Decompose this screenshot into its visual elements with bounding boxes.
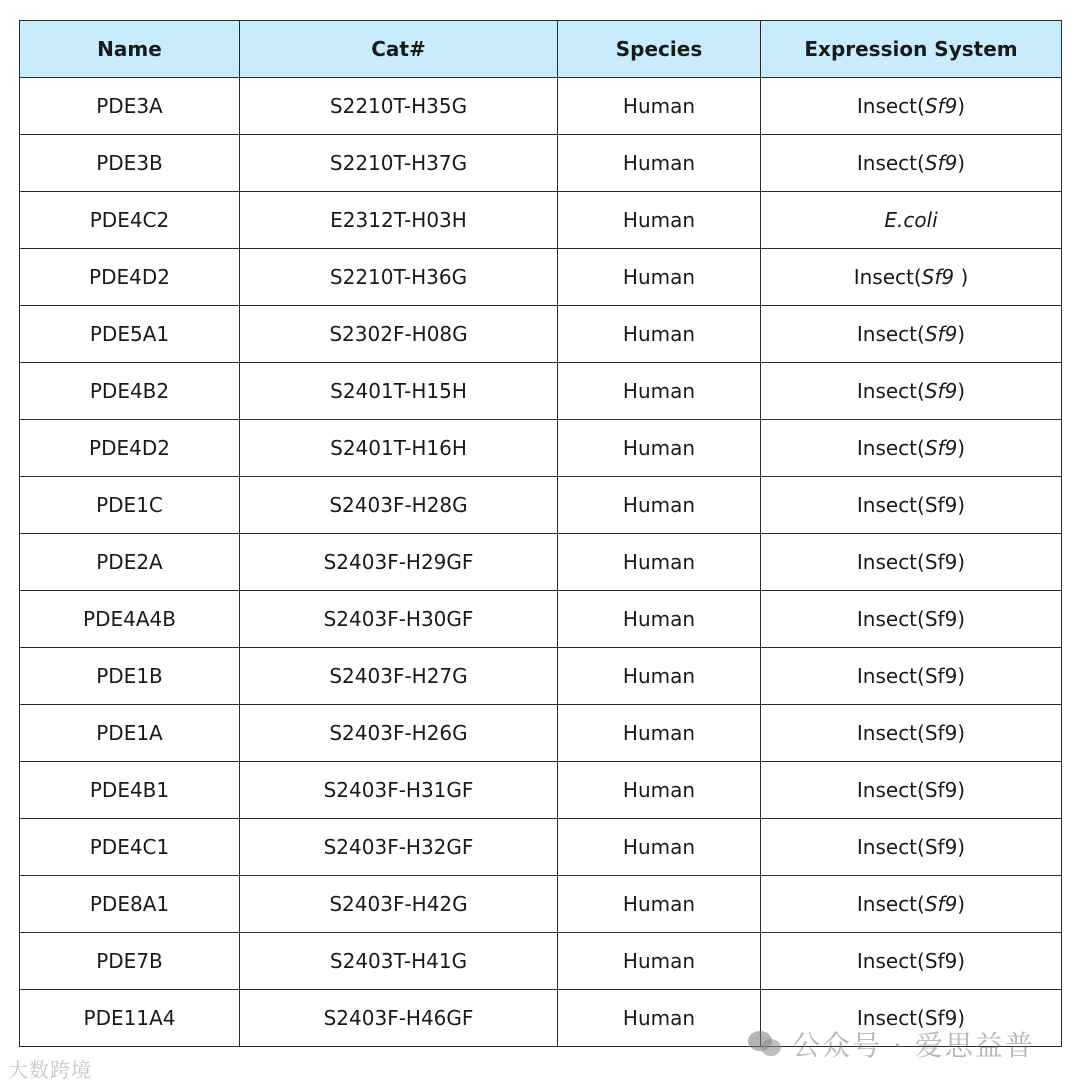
header-name: Name — [20, 21, 240, 78]
cell-species: Human — [558, 876, 761, 933]
cell-expression-system — [761, 819, 1062, 876]
cell-species: Human — [558, 819, 761, 876]
expr-italic: Sf9 — [924, 379, 958, 403]
expr-italic: Sf9 — [924, 322, 958, 346]
cell-cat: S2210T-H35G — [240, 78, 558, 135]
expr-prefix: Insect(Sf9) — [856, 778, 966, 802]
cell-cat: S2403F-H27G — [240, 648, 558, 705]
cell-cat: S2403F-H26G — [240, 705, 558, 762]
cell-name: PDE4D2 — [20, 420, 240, 477]
expr-prefix: Insect( — [856, 892, 925, 916]
expr-italic: Sf9 — [924, 436, 958, 460]
cell-species: Human — [558, 534, 761, 591]
wechat-icon — [748, 1029, 784, 1059]
expr-prefix: Insect( — [856, 322, 925, 346]
cell-species: Human — [558, 705, 761, 762]
cell-expression-system — [761, 306, 1062, 363]
cell-expression-system — [761, 705, 1062, 762]
cell-expression-system — [761, 876, 1062, 933]
table-row — [20, 876, 1062, 933]
cell-species: Human — [558, 990, 761, 1047]
expr-prefix: Insect(Sf9) — [856, 493, 966, 517]
expr-prefix: Insect(Sf9) — [856, 550, 966, 574]
cell-expression-system — [761, 591, 1062, 648]
cell-name: PDE4B1 — [20, 762, 240, 819]
expr-prefix: Insect(Sf9) — [856, 1006, 966, 1030]
cell-name: PDE4A4B — [20, 591, 240, 648]
expr-italic: E.coli — [884, 208, 938, 232]
cell-name: PDE1C — [20, 477, 240, 534]
cell-name: PDE3A — [20, 78, 240, 135]
cell-expression-system — [761, 363, 1062, 420]
cell-expression-system — [761, 648, 1062, 705]
cell-expression-system — [761, 762, 1062, 819]
expr-prefix: Insect( — [853, 265, 922, 289]
cell-cat: S2210T-H37G — [240, 135, 558, 192]
cell-name: PDE1B — [20, 648, 240, 705]
table-row — [20, 477, 1062, 534]
expr-prefix: Insect( — [856, 151, 925, 175]
expr-prefix: Insect( — [856, 379, 925, 403]
expr-suffix: ) — [957, 892, 966, 916]
table-row — [20, 819, 1062, 876]
table-row — [20, 420, 1062, 477]
expr-prefix: Insect(Sf9) — [856, 835, 966, 859]
cell-name: PDE3B — [20, 135, 240, 192]
cell-cat: S2403F-H30GF — [240, 591, 558, 648]
cell-name: PDE4D2 — [20, 249, 240, 306]
cell-cat: S2401T-H16H — [240, 420, 558, 477]
cell-name: PDE2A — [20, 534, 240, 591]
cell-name: PDE8A1 — [20, 876, 240, 933]
expr-suffix: ) — [957, 436, 966, 460]
expr-italic: Sf9 — [924, 151, 958, 175]
table-row — [20, 249, 1062, 306]
cell-expression-system — [761, 192, 1062, 249]
expr-prefix: Insect( — [856, 94, 925, 118]
expr-suffix: ) — [957, 379, 966, 403]
table-row — [20, 363, 1062, 420]
cell-species: Human — [558, 477, 761, 534]
cell-cat: E2312T-H03H — [240, 192, 558, 249]
cell-name: PDE5A1 — [20, 306, 240, 363]
cell-expression-system — [761, 477, 1062, 534]
table-row — [20, 534, 1062, 591]
expr-suffix: ) — [954, 265, 969, 289]
table-row — [20, 78, 1062, 135]
cell-name: PDE4B2 — [20, 363, 240, 420]
cell-name: PDE4C2 — [20, 192, 240, 249]
table-row — [20, 648, 1062, 705]
table-body — [20, 78, 1062, 1047]
cell-cat: S2403F-H32GF — [240, 819, 558, 876]
product-table — [19, 20, 1062, 1047]
cell-species: Human — [558, 648, 761, 705]
header-expression-system: Expression System — [761, 21, 1062, 78]
table-row — [20, 705, 1062, 762]
header-species: Species — [558, 21, 761, 78]
table-row — [20, 306, 1062, 363]
table-row — [20, 192, 1062, 249]
cell-expression-system — [761, 420, 1062, 477]
watermark-left: 大数跨境 — [8, 1058, 92, 1082]
cell-name: PDE1A — [20, 705, 240, 762]
expr-suffix: ) — [957, 151, 966, 175]
expr-suffix: ) — [957, 94, 966, 118]
cell-cat: S2403F-H28G — [240, 477, 558, 534]
watermark-right — [748, 1024, 1035, 1064]
cell-species: Human — [558, 192, 761, 249]
expr-prefix: Insect(Sf9) — [856, 949, 966, 973]
cell-expression-system — [761, 534, 1062, 591]
cell-cat: S2403F-H31GF — [240, 762, 558, 819]
table-row — [20, 591, 1062, 648]
expr-prefix: Insect(Sf9) — [856, 607, 966, 631]
expr-prefix: Insect(Sf9) — [856, 664, 966, 688]
expr-suffix: ) — [957, 322, 966, 346]
cell-species: Human — [558, 420, 761, 477]
cell-cat: S2210T-H36G — [240, 249, 558, 306]
expr-prefix: Insect( — [856, 436, 925, 460]
cell-cat: S2401T-H15H — [240, 363, 558, 420]
expr-italic: Sf9 — [924, 892, 958, 916]
cell-species: Human — [558, 933, 761, 990]
header-cat: Cat# — [240, 21, 558, 78]
cell-species: Human — [558, 78, 761, 135]
expr-italic: Sf9 — [924, 94, 958, 118]
cell-expression-system — [761, 78, 1062, 135]
cell-name: PDE4C1 — [20, 819, 240, 876]
cell-cat: S2403F-H42G — [240, 876, 558, 933]
cell-expression-system — [761, 933, 1062, 990]
cell-name: PDE11A4 — [20, 990, 240, 1047]
cell-expression-system — [761, 249, 1062, 306]
cell-name: PDE7B — [20, 933, 240, 990]
table-row — [20, 933, 1062, 990]
table-row — [20, 135, 1062, 192]
header-row — [20, 21, 1062, 78]
cell-species: Human — [558, 363, 761, 420]
cell-cat: S2403T-H41G — [240, 933, 558, 990]
cell-cat: S2403F-H46GF — [240, 990, 558, 1047]
cell-cat: S2302F-H08G — [240, 306, 558, 363]
cell-species: Human — [558, 306, 761, 363]
cell-species: Human — [558, 135, 761, 192]
cell-species: Human — [558, 591, 761, 648]
cell-expression-system — [761, 135, 1062, 192]
cell-species: Human — [558, 762, 761, 819]
watermark-right-text: 公众号 · 爱思益普 — [792, 1029, 1035, 1062]
cell-cat: S2403F-H29GF — [240, 534, 558, 591]
table-row — [20, 762, 1062, 819]
expr-prefix: Insect(Sf9) — [856, 721, 966, 745]
expr-italic: Sf9 — [921, 265, 955, 289]
cell-species: Human — [558, 249, 761, 306]
